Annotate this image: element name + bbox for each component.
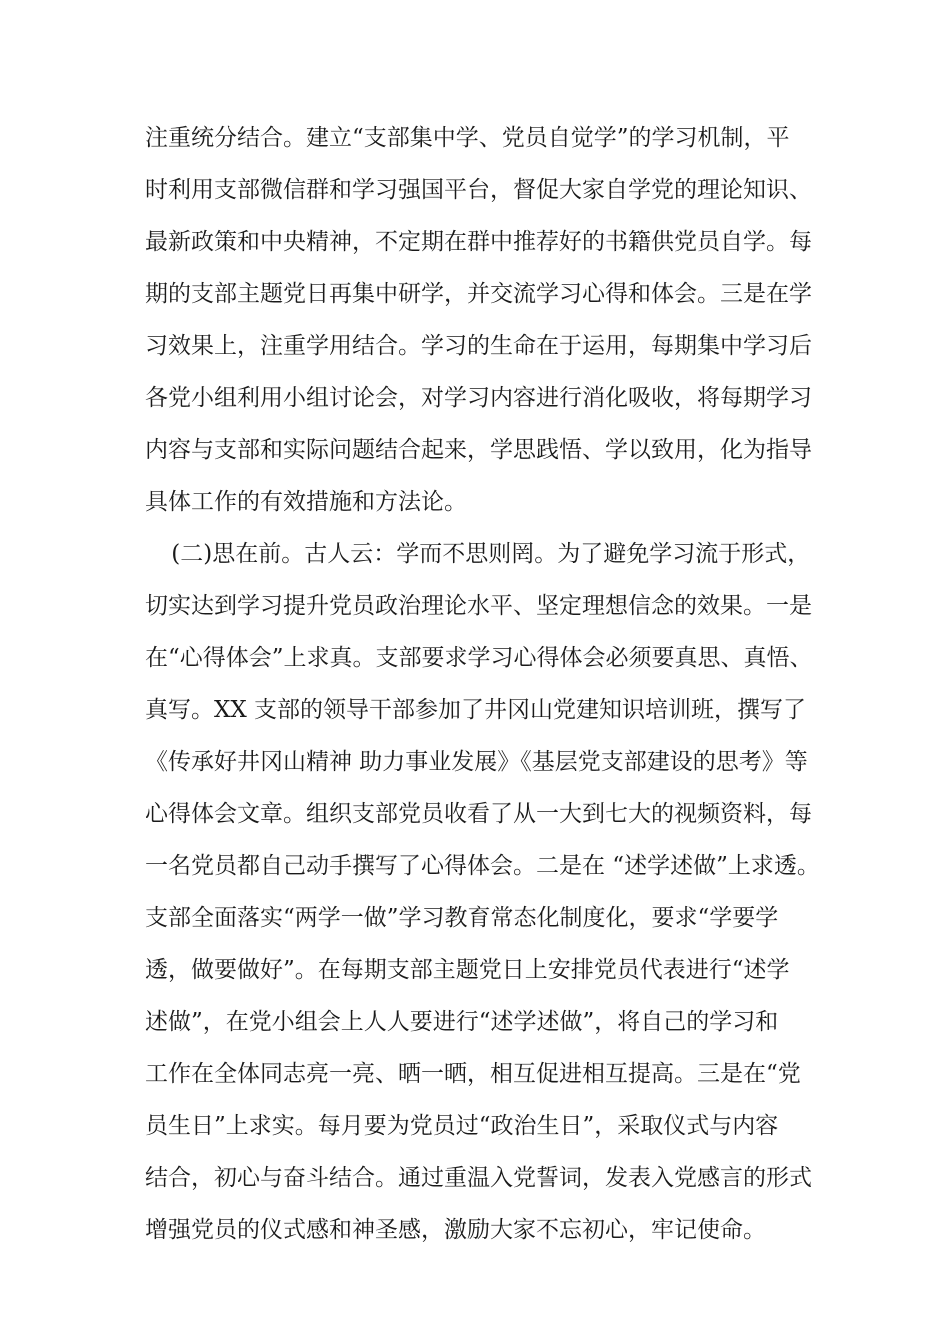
text-line: 各党小组利用小组讨论会，对学习内容进行消化吸收，将每期学习 (145, 385, 812, 411)
text-line: 员生日”上求实。每月要为党员过“政治生日”，采取仪式与内容 (145, 1113, 779, 1139)
section-heading-line: (二)思在前。古人云：学而不思则罔。为了避免学习流于形式， (142, 541, 811, 567)
text-line: 结合，初心与奋斗结合。通过重温入党誓词，发表入党感言的形式 (145, 1165, 812, 1191)
text-line: 时利用支部微信群和学习强国平台，督促大家自学党的理论知识、 (145, 177, 812, 203)
text-line: 透，做要做好”。在每期支部主题党日上安排党员代表进行“述学 (145, 957, 790, 983)
text-line: 增强党员的仪式感和神圣感，激励大家不忘初心，牢记使命。 (145, 1217, 766, 1243)
text-line: 工作在全体同志亮一亮、晒一晒，相互促进相互提高。三是在“党 (145, 1061, 801, 1087)
text-line: 支部全面落实“两学一做”学习教育常态化制度化，要求“学要学 (145, 905, 779, 931)
text-line: 内容与支部和实际问题结合起来，学思践悟、学以致用，化为指导 (145, 437, 812, 463)
text-line: 具体工作的有效措施和方法论。 (145, 489, 467, 515)
text-line: 真写。XX 支部的领导干部参加了井冈山党建知识培训班，撰写了 (145, 697, 807, 723)
text-line: 期的支部主题党日再集中研学，并交流学习心得和体会。三是在学 (145, 281, 812, 307)
text-line: 最新政策和中央精神，不定期在群中推荐好的书籍供党员自学。每 (145, 229, 812, 255)
text-line: 心得体会文章。组织支部党员收看了从一大到七大的视频资料，每 (145, 801, 812, 827)
text-line: 习效果上，注重学用结合。学习的生命在于运用，每期集中学习后 (145, 333, 812, 359)
text-line: 述做”，在党小组会上人人要进行“述学述做”，将自己的学习和 (145, 1009, 779, 1035)
text-line: 一名党员都自己动手撰写了心得体会。二是在 “述学述做”上求透。 (145, 853, 820, 879)
text-line: 注重统分结合。建立“支部集中学、党员自觉学”的学习机制，平 (145, 125, 790, 151)
text-line: 切实达到学习提升党员政治理论水平、坚定理想信念的效果。一是 (145, 593, 812, 619)
text-line: 《传承好井冈山精神 助力事业发展》《基层党支部建设的思考》等 (145, 749, 808, 775)
text-line: 在“心得体会”上求真。支部要求学习心得体会必须要真思、真悟、 (145, 645, 813, 671)
